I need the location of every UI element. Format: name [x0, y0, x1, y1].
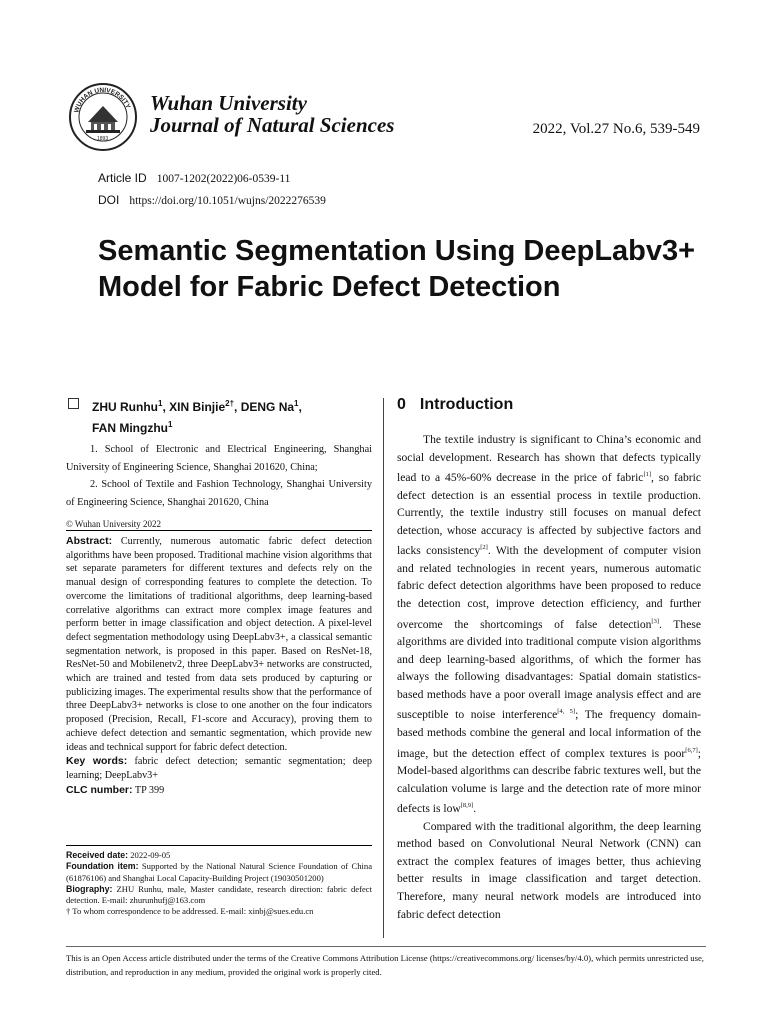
abstract-section	[66, 530, 372, 798]
clc-label: CLC number:	[66, 783, 133, 796]
author-name: ZHU Runhu	[92, 400, 158, 414]
article-id	[98, 171, 290, 185]
foundation-value: Supported by the National Natural Science Foundation of China (61876106) and Shanghai Local Capacity-Building Project (19030501200)	[66, 861, 373, 883]
doi	[98, 193, 326, 207]
abstract-text: Currently, numerous automatic fabric defect detection algorithms have been proposed. Traditional machine vision algorithms that set separate parameters for different textures and defects rely on the manual design of corresponding features to complete the detection. To overcome the limitations of traditional algorithms, deep learning-based correlative algorithms can extract more complex image features and perform better in image classification and object detection. A pixel-level defect segmentation methodology using DeepLabv3+, a classical semantic segmentation network, is proposed in this paper. Based on ResNet-18, ResNet-50 and Mobilenetv2, three DeepLabv3+ networks are constructed, which are trained and tested from data sets produced by capturing or publicizing images. The experimental results show that the performance of three DeepLabv3+ networks is close to one another on the four indicators proposed (Precision, Recall, F1-score and Accuracy), proving them to achieve defect detection and semantic segmentation, which provide new ideas and technical support for fabric defect detection.	[66, 536, 373, 753]
affiliation-item: 2. School of Textile and Fashion Technology, Shanghai University of Engineering Science, Shanghai 201620, China	[66, 479, 372, 508]
column-divider	[383, 398, 384, 938]
author-affil-sup: 1	[157, 399, 163, 408]
text-run: ; The frequency domain-based methods combine the general and local information of the image, but the detection effect of complex textures is poor	[397, 708, 701, 760]
text-run: ; Model-based algorithms can describe fabric textures well, but the calculation volume is large and the detection rate of more minor defects is low	[397, 746, 701, 816]
author-name: DENG Na	[240, 400, 295, 414]
keywords	[66, 755, 372, 782]
author-name: FAN Mingzhu	[92, 421, 168, 435]
article-id-label: Article ID	[98, 171, 147, 185]
checkbox-icon	[68, 398, 79, 409]
foundation-item	[66, 861, 372, 884]
keywords-label: Key words:	[66, 755, 128, 768]
paragraph	[397, 431, 701, 818]
clc-value: TP 399	[134, 784, 165, 796]
journal-name	[150, 92, 394, 136]
article-id-value: 1007-1202(2022)06-0539-11	[156, 173, 291, 185]
affiliations	[66, 441, 372, 511]
citation-link[interactable]: [8,9]	[460, 802, 474, 810]
text-run: The textile industry is significant to China’s economic and social development. Research has shown that defects typically lead to a 45%-60% decrease in the price of fabric	[397, 433, 701, 485]
abstract	[66, 535, 372, 754]
volume-reference: 2022, Vol.27 No.6, 539-549	[532, 121, 700, 137]
author-affil-sup: 2†	[225, 399, 235, 408]
citation-link[interactable]: [6,7]	[685, 746, 698, 754]
section-number: 0	[397, 396, 406, 413]
affiliation-item: 1. School of Electronic and Electrical Engineering, Shanghai University of Engineering Science, Shanghai 201620, China;	[66, 444, 372, 473]
university-seal-icon	[68, 82, 138, 152]
citation-link[interactable]: [2]	[480, 544, 488, 552]
doi-label: DOI	[98, 193, 120, 207]
license-notice: This is an Open Access article distributed under the terms of the Creative Commons Attribution License (https://creativecommons.org/ licenses/by/4.0), which permits unrestricted use, distribution, and reproduction in any medium, provided the original work is properly cited.	[66, 946, 706, 979]
biography-label: Biography:	[66, 883, 113, 894]
received-value: 2022-09-05	[130, 850, 171, 860]
introduction-body	[397, 431, 701, 923]
section-heading	[397, 395, 701, 415]
svg-text:WUHAN UNIVERSITY: WUHAN UNIVERSITY	[73, 86, 132, 114]
doi-link[interactable]: https://doi.org/10.1051/wujns/2022276539	[129, 195, 326, 207]
keywords-text: fabric defect detection; semantic segmentation; deep learning; DeepLabv3+	[66, 756, 372, 781]
citation-link[interactable]: [1]	[643, 471, 652, 479]
author-list: ZHU Runhu$^1$, XIN Binjie$^{2\dagger}$, DENG Na$^1$, FAN Mingzhu$^1$	[66, 395, 372, 437]
text-run: . These algorithms are divided into traditional compute vision algorithms and deep learning-based algorithms, of which the former has always the following disadvantages: Spatial domain statistics-based methods have a poor overall image analysis effect and are susceptible to noise interference	[397, 617, 701, 722]
correspondence-note: † To whom correspondence to be addressed. E-mail: xinbj@sues.edu.cn	[66, 906, 314, 917]
journal-name-line1: Wuhan University	[150, 91, 307, 115]
text-run: , so fabric defect detection is an essential process in textile production. Currently, the textile industry still focuses on manual defect detection, whose accuracy is affected by subjective factors and lacks consistency	[397, 471, 701, 558]
author-affil-sup: 1	[294, 399, 299, 408]
biography-value: ZHU Runhu, male, Master candidate, research direction: fabric defect detection. E-mail: zhurunhufj@163.com	[66, 883, 373, 906]
introduction-section	[397, 395, 701, 923]
journal-name-line2: Journal of Natural Sciences	[150, 113, 395, 137]
author-affil-sup: 1	[167, 420, 173, 429]
text-run: .	[473, 802, 477, 816]
text-run: . With the development of computer vision and related technologies in recent years, numerous automatic fabric defect detection algorithms have been proposed to reduce the detection cost, improve detection efficiency, and further overcome the shortcomings of false detection	[397, 544, 701, 631]
abstract-label: Abstract:	[66, 535, 113, 547]
citation-link[interactable]: [4, 5]	[557, 708, 576, 716]
received-label: Received date:	[66, 850, 129, 860]
biography	[66, 884, 372, 907]
journal-logo	[68, 82, 138, 152]
svg-text:1893: 1893	[97, 136, 109, 142]
section-title: Introduction	[419, 396, 514, 413]
author-block	[66, 395, 372, 529]
clc-number	[66, 783, 372, 798]
footnotes	[66, 845, 372, 918]
paragraph: Compared with the traditional algorithm, the deep learning method based on Convolutional Neural Network (CNN) can extract the complex features of images better, thus achieving better results in image classification and target detection. Therefore, many neural network models are introduced into fabric defect detection	[397, 819, 701, 921]
author-name: XIN Binjie	[169, 400, 226, 414]
copyright: © Wuhan University 2022	[66, 519, 162, 529]
received-date	[66, 850, 372, 861]
citation-link[interactable]: [3]	[651, 617, 660, 625]
paper-title: Semantic Segmentation Using DeepLabv3+ Model for Fabric Defect Detection	[98, 235, 696, 303]
foundation-label: Foundation item:	[66, 861, 139, 872]
